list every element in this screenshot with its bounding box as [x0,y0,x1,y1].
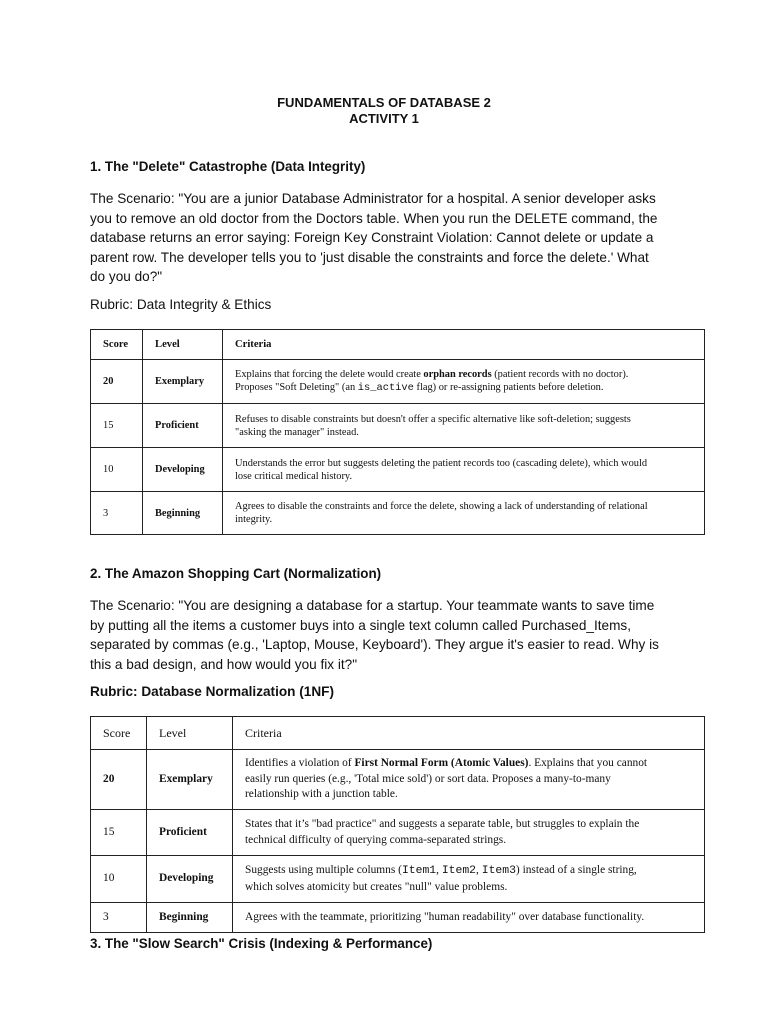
score-cell: 10 [91,856,147,903]
section3-heading: 3. The "Slow Search" Crisis (Indexing & Performance) [90,936,433,951]
level-cell: Beginning [147,903,233,933]
criteria-text: Refuses to disable constraints but doesn't offer a specific alternative like soft-deletion; suggests [235,413,631,425]
table-row [91,360,705,404]
table-row [91,492,705,535]
table-header-row [91,717,705,750]
criteria-text: Identifies a violation of [245,757,355,770]
table-header-row [91,330,705,360]
section1-rubric: Rubric: Data Integrity & Ethics [90,297,272,312]
criteria-text: . Explains that you cannot [528,757,648,770]
scenario-line: you to remove an old doctor from the Doctors table. When you run the DELETE command, the [90,210,658,226]
scenario-line: by putting all the items a customer buys into a single text column called Purchased_Items, [90,617,632,633]
header-score: Score [91,717,147,750]
criteria-cell [233,856,705,903]
scenario-line: this a bad design, and how would you fix it?" [90,656,358,672]
table-row [91,404,705,448]
level-cell: Developing [147,856,233,903]
level-cell: Beginning [143,492,223,535]
rubric-table-2 [90,716,705,933]
header-level: Level [147,717,233,750]
level-cell: Exemplary [143,360,223,404]
criteria-cell [223,492,705,535]
criteria-text: ) instead of a single string, [515,864,637,876]
section2-scenario [90,596,680,674]
criteria-text: Explains that forcing the delete would create [235,369,424,380]
score-cell: 10 [91,448,143,492]
header-criteria: Criteria [233,717,705,750]
criteria-text: technical difficulty of querying comma-separated strings. [245,833,507,846]
criteria-text: (patient records with no doctor). [491,369,629,380]
scenario-line: parent row. The developer tells you to 'just disable the constraints and force the delete.' What [90,249,649,265]
criteria-code: is_active [357,382,414,394]
course-title: FUNDAMENTALS OF DATABASE 2 [277,95,491,110]
scenario-line: do you do?" [90,269,163,285]
level-cell: Proficient [143,404,223,448]
activity-title: ACTIVITY 1 [349,111,419,126]
score-cell: 3 [91,903,147,933]
section2-rubric: Rubric: Database Normalization (1NF) [90,684,334,699]
criteria-cell [223,404,705,448]
criteria-text: Proposes "Soft Deleting" (an [235,382,358,393]
scenario-line: The Scenario: "You are a junior Database Administrator for a hospital. A senior developer asks [90,191,656,206]
score-cell: 3 [91,492,143,535]
criteria-cell [233,810,705,856]
table-row [91,750,705,810]
scenario-line: The Scenario: "You are designing a database for a startup. Your teammate wants to save time [90,598,655,613]
criteria-text: lose critical medical history. [235,470,353,482]
criteria-bold-term: orphan records [423,369,492,380]
score-cell: 15 [91,810,147,856]
score-cell: 20 [91,750,147,810]
criteria-text: relationship with a junction table. [245,788,398,801]
criteria-text: easily run queries (e.g., 'Total mice sold') or sort data. Proposes a many-to-many [245,772,611,785]
header-criteria: Criteria [223,330,705,360]
scenario-line: database returns an error saying: Foreign Key Constraint Violation: Cannot delete or update a [90,230,654,246]
criteria-code: Item1 [401,865,437,877]
criteria-text: Understands the error but suggests deleting the patient records too (cascading delete), which would [235,457,648,469]
table-row [91,903,705,933]
header-level: Level [143,330,223,360]
section1-heading: 1. The "Delete" Catastrophe (Data Integrity) [90,159,366,174]
criteria-text: which solves atomicity but creates "null" value problems. [245,880,508,893]
criteria-text: , [436,864,442,876]
score-cell: 20 [91,360,143,404]
criteria-code: Item3 [481,865,516,877]
criteria-cell [223,448,705,492]
criteria-bold-term: First Normal Form (Atomic Values) [354,757,529,770]
section1-scenario [90,189,680,287]
scenario-line: separated by commas (e.g., 'Laptop, Mouse, Keyboard'). They argue it's easier to read. Why is [90,637,659,653]
criteria-text: Agrees with the teammate, prioritizing "human readability" over database functionality. [245,910,645,923]
table-row [91,448,705,492]
level-cell: Developing [143,448,223,492]
criteria-text: Suggests using multiple columns ( [245,864,402,876]
score-cell: 15 [91,404,143,448]
level-cell: Exemplary [147,750,233,810]
criteria-code: Item2 [441,865,477,877]
criteria-text: integrity. [235,514,273,525]
table-row [91,856,705,903]
table-row [91,810,705,856]
level-cell: Proficient [147,810,233,856]
section2-heading: 2. The Amazon Shopping Cart (Normalization) [90,566,382,581]
criteria-cell [233,750,705,810]
criteria-text: "asking the manager" instead. [235,426,359,438]
criteria-text: Agrees to disable the constraints and force the delete, showing a lack of understanding of relational [235,501,648,512]
criteria-text: flag) or re-assigning patients before deletion. [413,382,604,393]
criteria-text: , [476,864,482,876]
rubric-table-1 [90,329,705,535]
criteria-text: States that it’s "bad practice" and suggests a separate table, but struggles to explain the [245,818,640,830]
criteria-cell [233,903,705,933]
header-score: Score [91,330,143,360]
criteria-cell [223,360,705,404]
